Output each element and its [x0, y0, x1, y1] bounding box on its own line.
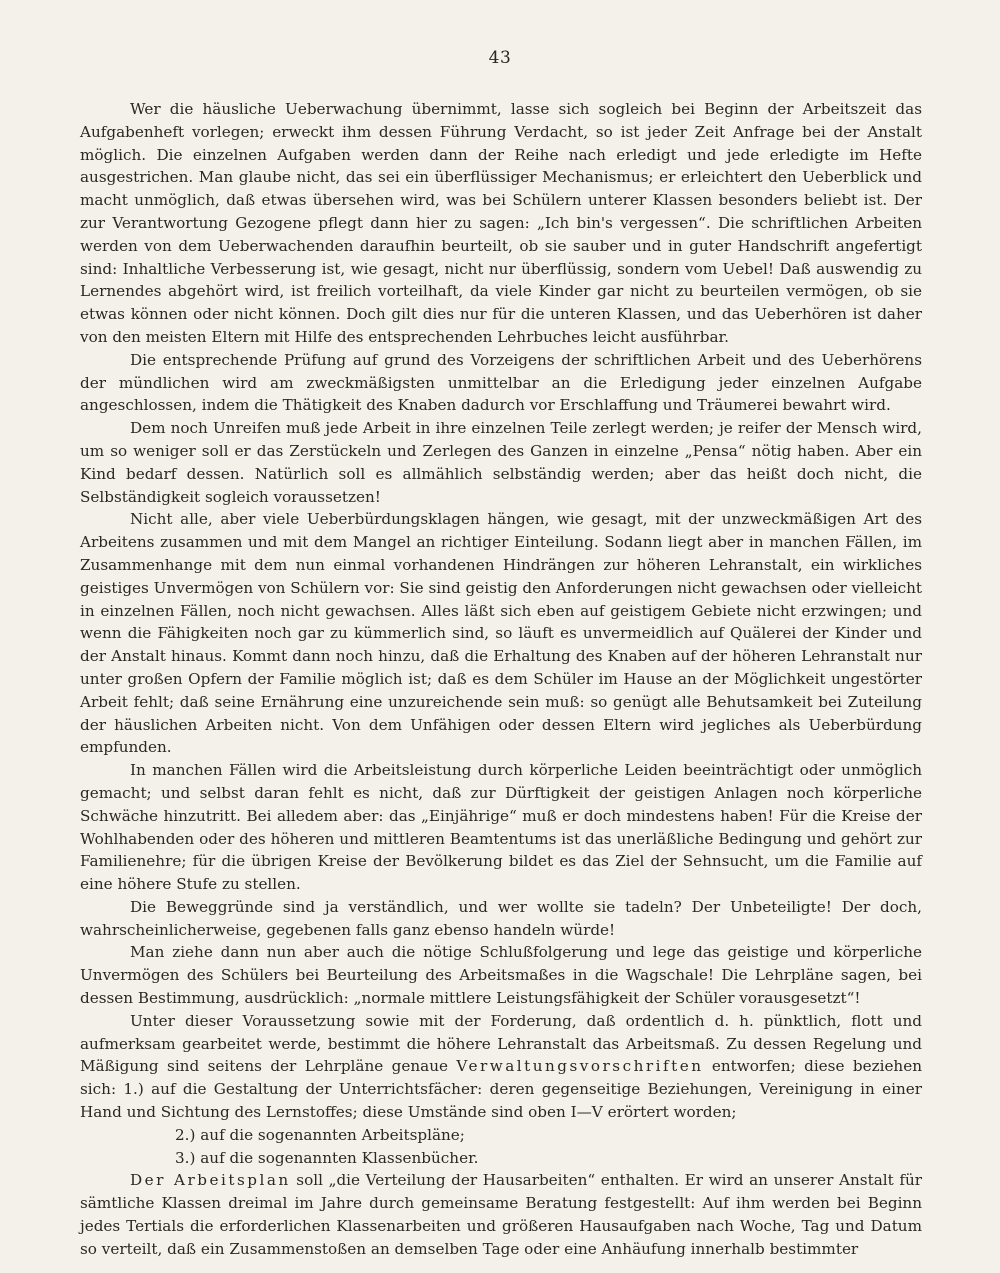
paragraph-7: Man ziehe dann nun aber auch die nötige Schlußfolgerung und lege das geistige und körperliche Unvermögen des Schülers bei Beurteilung des Arbeitsmaßes in die Wagschale! Die Lehrpläne sagen, bei dessen Bestimmung, ausdrücklich: „normale mittlere Leistungsfähigkeit der Schüler vorausgesetzt“! [80, 943, 922, 1008]
enumerated-list [80, 1124, 922, 1170]
paragraph-3: Dem noch Unreifen muß jede Arbeit in ihre einzelnen Teile zerlegt werden; je reifer der Mensch wird, um so weniger soll er das Zerstückeln und Zerlegen des Ganzen in einzelne „Pensa“ nötig haben. Aber ein Kind bedarf dessen. Natürlich soll es allmählich selbständig werden; aber das heißt doch nicht, die Selbständigkeit sogleich voraussetzen! [80, 419, 922, 506]
paragraph-9-text: soll „die Verteilung der Hausarbeiten“ enthalten. Er wird an unserer Anstalt für sämtliche Klassen dreimal im Jahre durch gemeinsame Beratung festgestellt: Auf ihm werden bei Beginn jedes Tertials die erforderlichen Klassenarbeiten und größeren Hausaufgaben nach Woche, Tag und Datum so verteilt, daß ein Zusammenstoßen an demselben Tage oder eine Anhäufung innerhalb bestimmter [80, 1171, 922, 1258]
spaced-term-arbeitsplan: Der Arbeitsplan [130, 1171, 291, 1190]
paragraph-4: Nicht alle, aber viele Ueberbürdungsklagen hängen, wie gesagt, mit der unzweckmäßigen Art des Arbeitens zusammen und mit dem Mangel an richtiger Einteilung. Sodann liegt aber in manchen Fällen, im Zusammenhange mit dem nun einmal vorhandenen Hindrängen zur höheren Lehranstalt, ein wirkliches geistiges Unvermögen von Schülern vor: Sie sind geistig den Anforderungen nicht gewachsen oder vielleicht in einzelnen Fällen, noch nicht gewachsen. Alles läßt sich eben auf geistigem Gebiete nicht erzwingen; und wenn die Fähigkeiten noch gar zu kümmerlich sind, so läuft es unvermeidlich auf Quälerei der Kinder und der Anstalt hinaus. Kommt dann noch hinzu, daß die Erhaltung des Knaben auf der höheren Lehranstalt nur unter großen Opfern der Familie möglich ist; daß es dem Schüler im Hause an der Möglichkeit ungestörter Arbeit fehlt; daß seine Ernährung eine unzureichende sein muß: so genügt alle Behutsamkeit bei Zuteilung der häuslichen Arbeiten nicht. Von dem Unfähigen oder dessen Eltern wird jegliches als Ueberbürdung empfunden. [80, 510, 922, 757]
paragraph-8-start: Unter dieser Voraussetzung sowie mit der Forderung, daß ordentlich d. h. pünktlich, flott und aufmerksam gearbeitet werde, bestimmt die höhere Lehranstalt das Arbeitsmaß. Zu dessen Regelung und Mäßigung sind seitens der Lehrpläne genaue [80, 1011, 922, 1076]
paragraph-8 [80, 1010, 922, 1124]
paragraph-1: Wer die häusliche Ueberwachung übernimmt, lasse sich sogleich bei Beginn der Arbeitszeit das Aufgabenheft vorlegen; erweckt ihm dessen Führung Verdacht, so ist jeder Zeit Anfrage bei der Anstalt möglich. Die einzelnen Aufgaben werden dann der Reihe nach erledigt und jede erledigte im Hefte ausgestrichen. Man glaube nicht, das sei ein überflüssiger Mechanismus; er erleichtert den Ueberblick und macht unmöglich, daß etwas übersehen wird, was bei Schülern unterer Klassen besonders beliebt ist. Der zur Verantwortung Gezogene pflegt dann hier zu sagen: „Ich bin's vergessen“. Die schriftlichen Arbeiten werden von dem Ueberwachenden daraufhin beurteilt, ob sie sauber und in guter Handschrift angefertigt sind: Inhaltliche Verbesserung ist, wie gesagt, nicht nur überflüssig, sondern vom Uebel! Daß auswendig zu Lernendes abgehört wird, ist freilich vorteilhaft, da viele Kinder gar nicht zu beurteilen vermögen, ob sie etwas können oder nicht können. Doch gilt dies nur für die unteren Klassen, und das Ueberhören ist daher von den meisten Eltern mit Hilfe des entsprechenden Lehrbuches leicht ausführbar. [80, 100, 922, 346]
paragraph-9 [80, 1169, 922, 1260]
paragraph-8-end: entworfen; diese beziehen sich: 1.) auf die Gestaltung der Unterrichtsfächer: deren gegenseitige Beziehungen, Vereinigung in einer Hand und Sichtung des Lernstoffes; diese Umstände sind oben I—V erörtert worden; [80, 1057, 922, 1122]
body-text [80, 98, 922, 1261]
paragraph-2: Die entsprechende Prüfung auf grund des Vorzeigens der schriftlichen Arbeit und des Ueberhörens der mündlichen wird am zweckmäßigsten unmittelbar an die Erledigung jeder einzelnen Aufgabe angeschlossen, indem die Thätigkeit des Knaben dadurch vor Erschlaffung und Träumerei bewahrt wird. [80, 350, 922, 415]
list-item: 3.) auf die sogenannten Klassenbücher. [175, 1148, 479, 1167]
list-item: 2.) auf die sogenannten Arbeitspläne; [175, 1125, 465, 1144]
paragraph-6: Die Beweggründe sind ja verständlich, und wer wollte sie tadeln? Der Unbeteiligte! Der doch, wahrscheinlicherweise, gegebenen falls ganz ebenso handeln würde! [80, 897, 922, 939]
page-number: 43 [488, 48, 512, 68]
spaced-term-verwaltungsvorschriften: Verwaltungsvorschriften [456, 1057, 704, 1076]
paragraph-5: In manchen Fällen wird die Arbeitsleistung durch körperliche Leiden beeinträchtigt oder unmöglich gemacht; und selbst daran fehlt es nicht, daß zur Dürftigkeit der geistigen Anlagen noch körperliche Schwäche hinzutritt. Bei alledem aber: das „Einjährige“ muß er doch mindestens haben! Für die Kreise der Wohlhabenden oder des höheren und mittleren Beamtentums ist das unerläßliche Bedingung und gehört zur Familienehre; für die übrigen Kreise der Bevölkerung bildet es das Ziel der Sehnsucht, um die Familie auf eine höhere Stufe zu stellen. [80, 761, 922, 894]
